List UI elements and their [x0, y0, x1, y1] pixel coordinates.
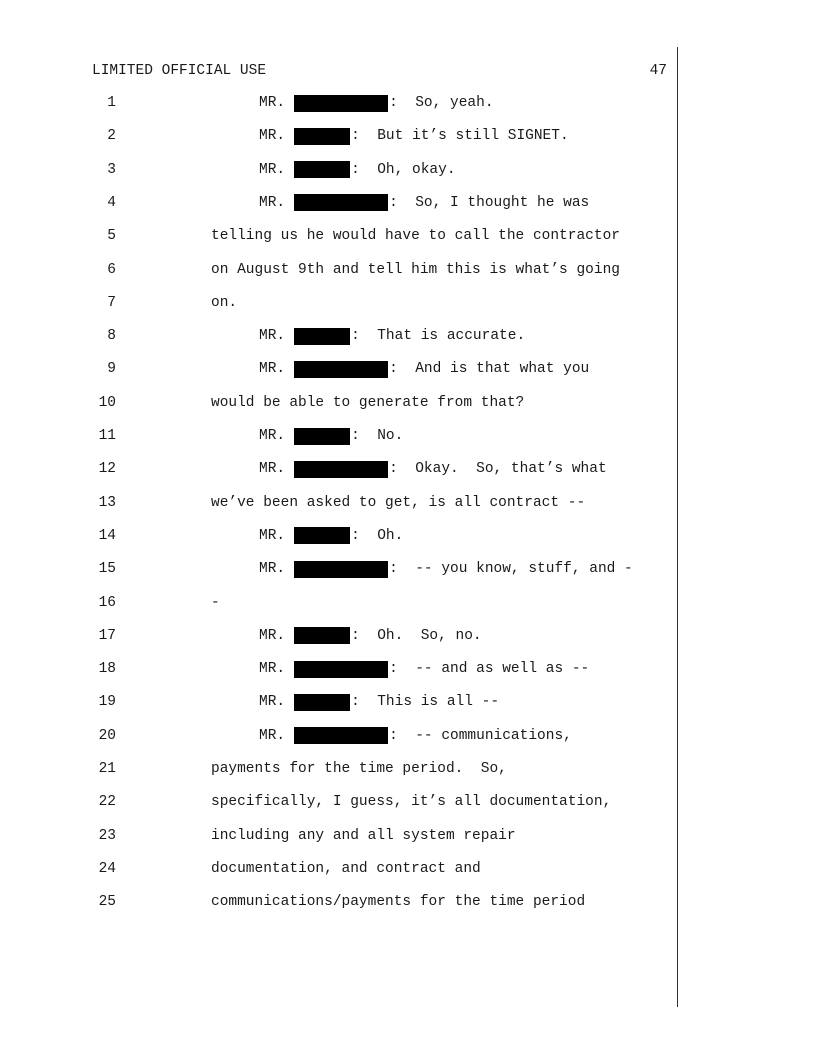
transcript-line	[0, 159, 816, 181]
page-number: 47	[649, 63, 667, 79]
line-text	[259, 125, 569, 147]
line-number: 8	[107, 328, 116, 345]
line-text	[259, 658, 589, 680]
line-text: on August 9th and tell him this is what’s going	[211, 261, 620, 278]
transcript-line	[0, 758, 816, 780]
line-number: 14	[98, 527, 116, 544]
speaker-colon: :	[389, 361, 416, 378]
speaker-colon: :	[389, 561, 416, 578]
transcript-line	[0, 325, 816, 347]
speech-text: -- you know, stuff, and -	[415, 561, 633, 578]
speaker-title: MR.	[259, 161, 286, 178]
redaction-block	[294, 161, 350, 178]
line-number: 20	[98, 727, 116, 744]
transcript-line	[0, 358, 816, 380]
line-number: 21	[98, 761, 116, 777]
line-text: payments for the time period. So,	[211, 761, 507, 777]
transcript-line	[0, 292, 816, 314]
transcript-line	[0, 625, 816, 647]
transcript-line	[0, 425, 816, 447]
speaker-colon: :	[351, 627, 378, 644]
speaker-title: MR.	[259, 361, 286, 378]
speech-text: That is accurate.	[377, 328, 526, 345]
speaker-colon: :	[389, 661, 416, 678]
line-number: 10	[98, 394, 116, 411]
speech-text: Oh, okay.	[377, 161, 456, 178]
speech-text: No.	[377, 428, 404, 444]
transcript-line	[0, 458, 816, 480]
transcript-line	[0, 192, 816, 214]
line-number: 17	[98, 627, 116, 644]
line-number: 5	[107, 228, 116, 245]
line-number: 19	[98, 694, 116, 711]
speaker-title: MR.	[259, 194, 286, 211]
speaker-colon: :	[351, 328, 378, 345]
speech-text: Oh.	[377, 527, 404, 544]
transcript-line	[0, 92, 816, 114]
line-number: 7	[107, 294, 116, 311]
transcript-line	[0, 525, 816, 547]
speaker-title: MR.	[259, 328, 286, 345]
speaker-colon: :	[351, 161, 378, 178]
speaker-title: MR.	[259, 461, 286, 478]
line-text: specifically, I guess, it’s all documentation,	[211, 794, 612, 811]
speaker-colon: :	[351, 527, 378, 544]
speech-text: -- communications,	[415, 727, 572, 744]
line-text	[259, 558, 633, 580]
transcript-line	[0, 225, 816, 247]
transcript-line	[0, 492, 816, 514]
speaker-colon: :	[351, 428, 378, 444]
redaction-block	[294, 328, 350, 345]
line-number: 18	[98, 661, 116, 678]
transcript-line	[0, 658, 816, 680]
line-text	[259, 192, 589, 214]
speech-text: So, I thought he was	[415, 194, 590, 211]
line-number: 16	[98, 594, 116, 611]
redaction-block	[294, 527, 350, 544]
line-text: -	[211, 594, 220, 611]
line-number: 9	[107, 361, 116, 378]
line-number: 12	[98, 461, 116, 478]
transcript-line	[0, 858, 816, 880]
line-number: 22	[98, 794, 116, 811]
speaker-title: MR.	[259, 661, 286, 678]
transcript-line	[0, 691, 816, 713]
line-number: 23	[98, 827, 116, 844]
transcript-line	[0, 825, 816, 847]
line-text: documentation, and contract and	[211, 860, 481, 877]
speaker-colon: :	[351, 128, 378, 145]
line-text	[259, 358, 589, 380]
line-text	[259, 625, 482, 647]
line-text	[259, 525, 403, 547]
speaker-colon: :	[389, 727, 416, 744]
transcript-line	[0, 558, 816, 580]
line-number: 1	[107, 95, 116, 111]
line-text: would be able to generate from that?	[211, 394, 525, 411]
speech-text: -- and as well as --	[415, 661, 590, 678]
transcript-line	[0, 392, 816, 414]
line-text	[259, 425, 403, 447]
speaker-title: MR.	[259, 128, 286, 145]
line-text	[259, 458, 607, 480]
redaction-block	[294, 627, 350, 644]
speech-text: But it’s still SIGNET.	[377, 128, 569, 145]
line-number: 25	[98, 894, 116, 911]
line-text	[259, 691, 499, 713]
line-text	[259, 92, 494, 114]
redaction-block	[294, 727, 388, 744]
line-number: 6	[107, 261, 116, 278]
redaction-block	[294, 128, 350, 145]
speaker-colon: :	[389, 194, 416, 211]
line-number: 15	[98, 561, 116, 578]
transcript-line	[0, 891, 816, 913]
speaker-title: MR.	[259, 627, 286, 644]
transcript-line	[0, 725, 816, 747]
speaker-colon: :	[389, 95, 416, 111]
speech-text: Oh. So, no.	[377, 627, 482, 644]
line-text: communications/payments for the time period	[211, 894, 586, 911]
speech-text: Okay. So, that’s what	[415, 461, 607, 478]
line-text: on.	[211, 294, 238, 311]
speech-text: This is all --	[377, 694, 500, 711]
redaction-block	[294, 95, 388, 112]
line-number: 11	[98, 428, 116, 444]
redaction-block	[294, 561, 388, 578]
speaker-title: MR.	[259, 694, 286, 711]
speech-text: And is that what you	[415, 361, 590, 378]
line-number: 2	[107, 128, 116, 145]
transcript-line	[0, 592, 816, 614]
redaction-block	[294, 661, 388, 678]
line-text: we’ve been asked to get, is all contract --	[211, 494, 586, 511]
line-number: 4	[107, 194, 116, 211]
speaker-title: MR.	[259, 527, 286, 544]
speaker-colon: :	[351, 694, 378, 711]
line-text	[259, 725, 572, 747]
line-number: 24	[98, 860, 116, 877]
speech-text: So, yeah.	[415, 95, 494, 111]
redaction-block	[294, 361, 388, 378]
redaction-block	[294, 194, 388, 211]
line-number: 3	[107, 161, 116, 178]
speaker-title: MR.	[259, 428, 286, 444]
line-text	[259, 159, 456, 181]
transcript-line	[0, 791, 816, 813]
speaker-title: MR.	[259, 727, 286, 744]
redaction-block	[294, 694, 350, 711]
line-text: including any and all system repair	[211, 827, 516, 844]
transcript-line	[0, 125, 816, 147]
redaction-block	[294, 428, 350, 445]
transcript-line	[0, 259, 816, 281]
speaker-colon: :	[389, 461, 416, 478]
line-text	[259, 325, 525, 347]
speaker-title: MR.	[259, 95, 286, 111]
line-number: 13	[98, 494, 116, 511]
speaker-title: MR.	[259, 561, 286, 578]
redaction-block	[294, 461, 388, 478]
page-header-label: LIMITED OFFICIAL USE	[92, 63, 267, 79]
line-text: telling us he would have to call the contractor	[211, 228, 620, 245]
